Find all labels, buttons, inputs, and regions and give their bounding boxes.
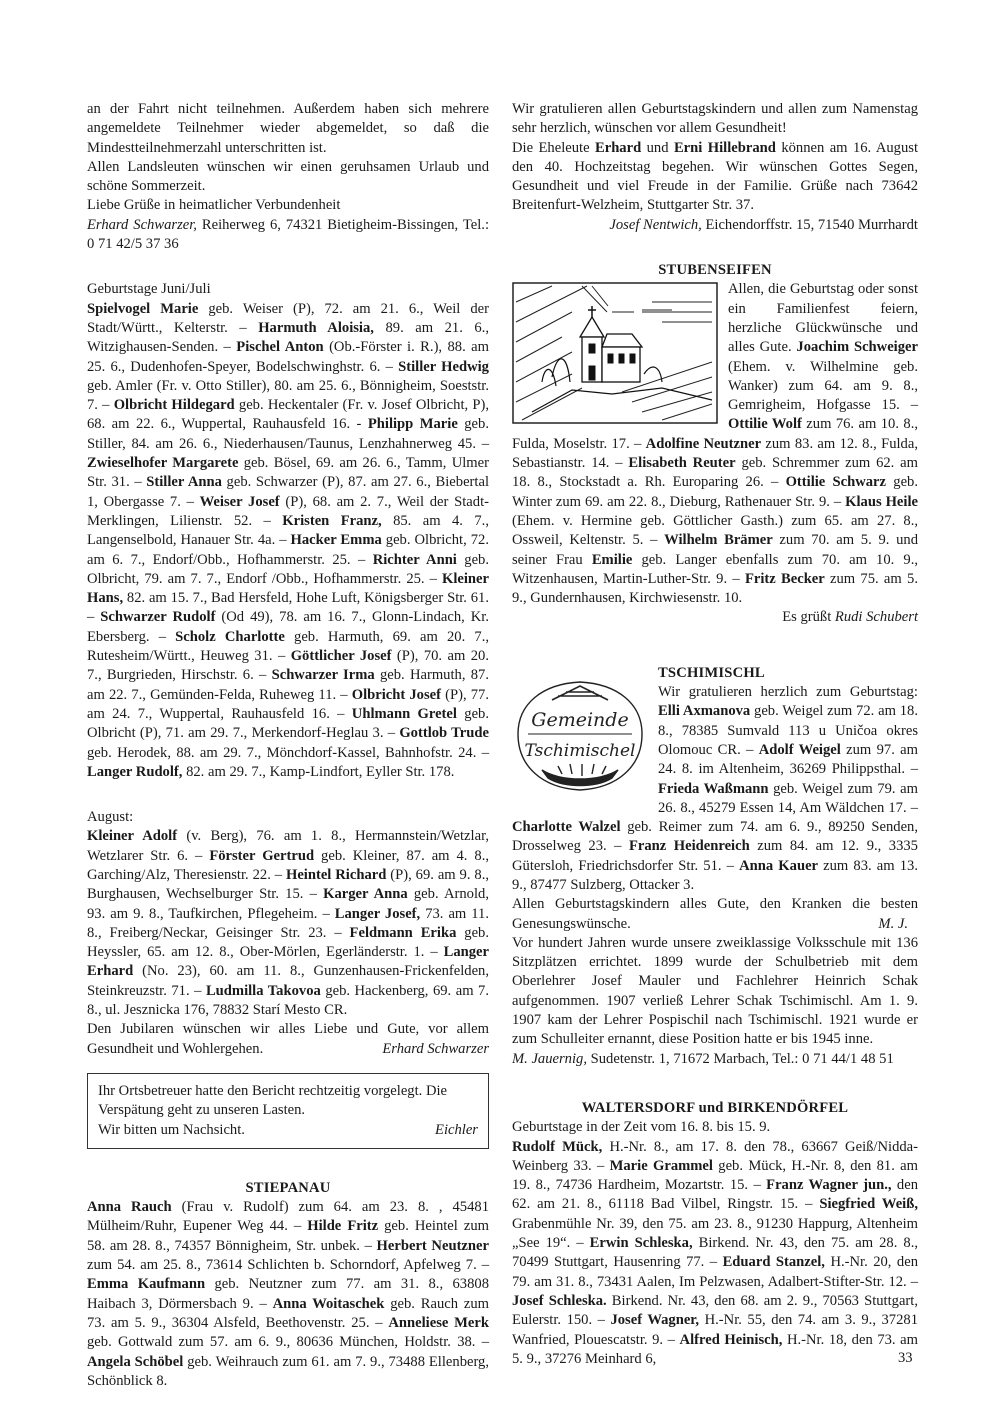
person-name: Josef Schleska. — [512, 1292, 607, 1309]
greets-name: Rudi Schubert — [834, 609, 918, 626]
entry-text: Birkend. Nr. 43, den 75. am 28. 8., 70499 Stuttgart, Hausenring 77. – — [512, 1235, 918, 1271]
person-name: Frieda Waßmann — [658, 780, 769, 797]
entry-text: geb. Reimer zum 74. am 6. 9., 89250 Senden, Drosselweg 23. – — [512, 819, 918, 855]
notice-footer — [98, 1121, 478, 1140]
entry-text: geb. Weigel zum 79. am 26. 8., 45279 Essen 14, Am Wäldchen 17. – — [658, 780, 918, 816]
birthdays-heading: Geburtstage Juni/Juli — [87, 281, 211, 298]
tschimischl-wish — [512, 895, 918, 934]
person-name: Zwieselhofer Margarete — [87, 455, 239, 472]
entry-text: H.-Nr. 55, den 74. am 3. 9., 37281 Wanfried, Plouescatstr. 9. – — [512, 1312, 918, 1348]
entry-text: (P), 68. am 2. 7., Weil der Stadt-Merklingen, Lilienstr. 52. – — [87, 493, 489, 529]
page-number: 33 — [898, 1350, 913, 1366]
person-name: Kleiner Hans, — [87, 570, 489, 607]
person-name: Anna Rauch — [87, 1199, 172, 1216]
entry-text: zum 84. am 12. 9., 3335 Gütersloh, Friedrichsdorfer Str. 51. – — [512, 838, 918, 874]
person-name: Emma Kaufmann — [87, 1276, 206, 1293]
entry-text: Grabenmühle Nr. 39, den 75. am 23. 8., 91230 Happurg, Altenheim „See 19“. – — [512, 1215, 918, 1252]
entry-text: (No. 23), 60. am 11. 8., Gunzenhausen-Frickenfelden, Steinkreuzstr. 71. – — [87, 963, 489, 999]
entry-text: zum 75. am 5. 9., Gundernhausen, Kirchwiesenstr. 10. — [512, 570, 918, 607]
person-name: Franz Wagner jun., — [766, 1177, 892, 1194]
person-name: Charlotte Walzel — [512, 819, 621, 836]
entry-text: geb. Amler (Fr. v. Otto Stiller), 80. am 25. 6., Bönnigheim, Soeststr. 7. – — [87, 377, 489, 414]
entry-text: (P), 70. am 20. 7., Burgrieden, Hirschstr. 6. – — [87, 648, 489, 684]
signature-name: Josef Nentwich, — [609, 216, 702, 233]
entry-text: geb. Mück, H.-Nr. 8, den 81. am 19. 8., 74736 Hardheim, Mozartstr. 15. – — [512, 1157, 918, 1194]
entry-text: Wir gratulieren herzlich zum Geburtstag: — [658, 684, 918, 701]
waltersdorf-intro: Geburtstage in der Zeit vom 16. 8. bis 15. 9. — [512, 1119, 771, 1136]
greeting-paragraph: Wir gratulieren allen Geburtstagskindern und allen zum Namenstag sehr herzlich, wünschen vor allem Gesundheit! — [512, 101, 918, 137]
right-column — [512, 100, 918, 1369]
entry-text: geb. Weigel zum 72. am 18. 8., 78385 Sumvald 113 u Uničoa okres Olomouc CR. – — [658, 703, 918, 758]
entry-text: zum 97. am 24. 8. im Altenheim, 36269 Philippsthal. – — [658, 741, 918, 778]
entry-text: Allen, die Geburtstag oder sonst ein Familienfest feiern, herzliche Glückwünsche und alles Gute. — [728, 281, 918, 356]
person-name: Schwarzer Rudolf — [100, 609, 216, 626]
seal-word-tschimischel: Tschimischel — [524, 740, 636, 761]
greets-prefix: Es grüßt — [782, 609, 835, 626]
anniversary-paragraph — [512, 139, 918, 216]
person-name: Erni Hillebrand — [673, 139, 776, 156]
entry-text: geb. Rauch zum 73. am 5. 9., 36304 Alsfeld, Beethovenstr. 25. – — [87, 1295, 490, 1331]
notice-box — [87, 1073, 489, 1149]
person-name: Ottilie Wolf — [728, 416, 802, 433]
person-name: Anna Woitaschek — [272, 1295, 385, 1312]
entry-text: geb. Harmuth, 69. am 20. 7., Rutesheim/Württ., Heuweg 31. – — [87, 628, 489, 665]
person-name: Emilie — [591, 551, 633, 568]
person-name: Adolf Weigel — [758, 741, 841, 758]
intro-paragraph: an der Fahrt nicht teilnehmen. Außerdem haben sich mehrere angemeldete Teilnehmer wieder abgemeldet, so daß die Mindestteilnehmerzahl unterschritten ist. — [87, 101, 489, 156]
person-name: Rudolf Mück, — [512, 1138, 603, 1155]
person-name: Wilhelm Brämer — [664, 532, 773, 549]
person-name: Erhard — [594, 139, 642, 156]
intro-greeting: Liebe Grüße in heimatlicher Verbundenheit — [87, 197, 341, 214]
closing-text: Den Jubilaren wünschen wir alles Liebe und Gute, vor allem Gesundheit und Wohlergehen. — [87, 1021, 489, 1057]
person-name: Karger Anna — [323, 886, 408, 903]
entry-text: geb. Stiller, 84. am 26. 6., Niederhausen/Taunus, Lenzhahnerweg 45. – — [87, 416, 489, 452]
person-name: Eduard Stanzel, — [722, 1254, 825, 1271]
entry-text: 82. am 29. 7., Kamp-Lindfort, Eyller Str. 178. — [182, 763, 455, 780]
person-name: Josef Wagner, — [610, 1312, 700, 1329]
notice-text: Ihr Ortsbetreuer hatte den Bericht rechtzeitig vorgelegt. Die Verspätung geht zu unseren Lasten. — [98, 1082, 448, 1119]
entry-text: geb. Arnold, 93. am 9. 8., Taufkirchen, Pflegeheim. – — [87, 886, 489, 922]
history-address: Sudetenstr. 1, 71672 Marbach, Tel.: 0 71 44/1 48 51 — [586, 1050, 894, 1067]
entry-text: geb. Harmuth, 87. am 22. 7., Gemünden-Felda, Ruheweg 11. – — [87, 667, 489, 703]
birthdays-june-july — [87, 300, 489, 782]
notice-apology: Wir bitten um Nachsicht. — [98, 1121, 245, 1138]
entry-text: H.-Nr. 18, den 73. am 5. 9., 37276 Meinhard 6, — [512, 1331, 918, 1367]
person-name: Harmuth Aloisia, — [258, 319, 374, 336]
entry-text: geb. Herodek, 88. am 29. 7., Mönchdorf-Kassel, Bahnhofstr. 24. – — [87, 744, 489, 761]
notice-signature: Eichler — [435, 1121, 478, 1138]
school-history: Vor hundert Jahren wurde unsere zweiklassige Volksschule mit 136 Sitzplätzen errichtet. 1899 wurde der Schulbetrieb mit dem Oberlehrer Josef Mauler und Fachlehrer Heinrich Schak aufgenommen. 1907 verließ Lehrer Schak Tschimischl. Am 1. 9. 1907 kam der Lehrer Pospischil nach Tschimischl. 1921 wurde er zum Schulleiter ernannt, diese Position hatte er bis 1945 inne. — [512, 934, 918, 1048]
person-name: Erwin Schleska, — [589, 1235, 693, 1252]
entry-text: zum 54. am 25. 8., 73614 Schlichten b. Schorndorf, Apfelweg 7. – — [87, 1257, 489, 1274]
birthdays-august — [87, 827, 489, 1020]
entry-text: Birkend. Nr. 43, den 68. am 2. 9., 70563 Stuttgart, Eulerstr. 150. – — [512, 1292, 918, 1329]
person-name: Ottilie Schwarz — [785, 474, 887, 491]
community-seal-image — [512, 670, 648, 798]
entry-text: (v. Berg), 76. am 1. 8., Hermannstein/Wetzlar, Wetzlarer Str. 6. – — [87, 828, 489, 864]
person-name: Kleiner Adolf — [87, 828, 178, 845]
person-name: Siegfried Weiß, — [819, 1196, 918, 1213]
stiepanau-birthdays — [87, 1198, 489, 1391]
person-name: Langer Erhard — [87, 944, 489, 980]
person-name: Stiller Hedwig — [398, 358, 489, 375]
entry-text: (P), 77. am 24. 7., Wuppertal, Rauhausfeld 16. – — [87, 686, 489, 722]
person-name: Fritz Becker — [744, 570, 825, 587]
waltersdorf-birthdays — [512, 1138, 918, 1370]
greeting-signature — [512, 216, 918, 235]
entry-text: geb. Schremmer zum 62. am 18. 8., Stockstadt a. Rh. Europaring 26. – — [512, 455, 918, 491]
person-name: Adolfine Neutzner — [645, 435, 762, 452]
entry-text: zum 83. am 13. 9., 87477 Sulzberg, Ottacker 3. — [512, 857, 918, 893]
entry-text: (Ehem. v. Hermine geb. Göttlicher Gasth.) zum 65. am 27. 8., Ossweil, Keltenstr. 5. – — [512, 512, 918, 549]
person-name: Feldmann Erika — [349, 924, 457, 941]
person-name: Stiller Anna — [146, 474, 222, 491]
person-name: Richter Anni — [372, 551, 457, 568]
person-name: Pischel Anton — [236, 339, 324, 356]
person-name: Olbricht Hildegard — [113, 397, 235, 414]
entry-text: geb. Olbricht, 72. am 6. 7., Endorf/Obb., Hofhammerstr. 25. – — [87, 532, 489, 568]
person-name: Langer Josef, — [334, 905, 421, 922]
person-name: Alfred Heinisch, — [679, 1331, 783, 1348]
person-name: Marie Grammel — [609, 1157, 713, 1174]
person-name: Kristen Franz, — [282, 512, 382, 529]
left-column — [87, 100, 489, 1391]
tschimischl-section — [512, 664, 918, 896]
entry-text: geb. Olbricht, 79. am 7. 7., Endorf /Obb., Hofhammerstr. 25. – — [87, 551, 489, 587]
person-name: Langer Rudolf, — [87, 763, 183, 780]
entry-text: können am 16. August den 40. Hochzeitstag begehen. Wir wünschen Gottes Segen, Gesundheit und viel Freude in der Familie. Grüße nach 73642 Breitenfurt-Welzheim, Stuttgarter Str. 37. — [512, 139, 918, 214]
wish-text: Allen Geburtstagskindern alles Gute, den Kranken die besten Genesungswünsche. — [512, 896, 918, 932]
entry-text: (Frau v. Rudolf) zum 64. am 23. 8. , 45481 Mülheim/Ruhr, Eupener Weg 44. – — [87, 1199, 489, 1235]
entry-text: (P), 69. am 9. 8., Burghausen, Wechselburger Str. 15. – — [87, 866, 490, 903]
entry-text: 82. am 15. 7., Bad Hersfeld, Hohe Luft, Königsberger Str. 61. – — [87, 590, 489, 626]
august-heading: August: — [87, 809, 134, 826]
history-signature — [512, 1050, 918, 1069]
stiepanau-heading: STIEPANAU — [245, 1179, 331, 1196]
entry-text: geb. Heyssler, 65. am 12. 8., Ober-Mörlen, Egerländerstr. 1. – — [87, 924, 489, 961]
person-name: Franz Heidenreich — [628, 838, 750, 855]
person-name: Gottlob Trude — [399, 725, 489, 742]
entry-text: geb. Weiser (P), 72. am 21. 6., Weil der Stadt/Württ., Kelterstr. – — [87, 300, 489, 336]
person-name: Joachim Schweiger — [796, 339, 918, 356]
entry-text: geb. Schwarzer (P), 87. am 27. 6., Biebertal 1, Obergasse 7. – — [87, 474, 489, 510]
entry-text: geb. Gottwald zum 57. am 6. 9., 80636 München, Holdstr. 38. – — [87, 1334, 489, 1351]
signature-address: Eichendorffstr. 15, 71540 Murrhardt — [701, 216, 918, 233]
person-name: Anna Kauer — [739, 857, 819, 874]
entry-text: geb. Kleiner, 87. am 4. 8., Garching/Alz, Theresienstr. 22. – — [87, 847, 489, 883]
entry-text: geb. Weihrauch zum 61. am 7. 9., 73488 Ellenberg, Schönblick 8. — [87, 1353, 490, 1389]
entry-text: geb. Bösel, 69. am 26. 6., Tamm, Ulmer Str. 31. – — [87, 455, 489, 491]
person-name: Spielvogel Marie — [87, 300, 199, 317]
stubenseifen-heading: STUBENSEIFEN — [658, 262, 772, 279]
entry-text: 85. am 4. 7., Langenselbold, Hanauer Str. 4a. – — [87, 512, 489, 549]
closing-signature: Erhard Schwarzer — [382, 1040, 489, 1057]
history-author: M. Jauernig, — [512, 1050, 587, 1067]
person-name: Scholz Charlotte — [175, 628, 285, 645]
person-name: Hacker Emma — [290, 532, 382, 549]
entry-text: geb. Winter zum 69. am 22. 8., Dieburg, Rathenauer Str. 9. – — [512, 474, 918, 510]
entry-text: geb. Langer ebenfalls zum 70. am 10. 9., Witzenhausen, Martin-Luther-Str. 9. – — [512, 551, 918, 587]
person-name: Hilde Fritz — [307, 1218, 379, 1235]
person-name: Olbricht Josef — [351, 686, 441, 703]
person-name: Göttlicher Josef — [290, 648, 392, 665]
entry-text: 89. am 21. 6., Witzighausen-Senden. – — [87, 319, 489, 356]
person-name: Elli Axmanova — [658, 703, 751, 720]
entry-text: (Od 49), 78. am 16. 7., Glonn-Lindach, Kr. Ebersberg. – — [87, 609, 489, 645]
entry-text: (Ob.-Förster i. R.), 88. am 25. 6., Dudenhofen-Speyer, Bodelschwinghstr. 6. – — [87, 339, 490, 375]
stubenseifen-section — [512, 280, 918, 626]
wish-signature: M. J. — [878, 915, 908, 932]
entry-text: geb. Olbricht (P), 71. am 29. 7., Merkendorf-Heglau 3. – — [87, 705, 489, 742]
entry-text: zum 70. am 5. 9. und seiner Frau — [512, 532, 918, 568]
person-name: Förster Gertrud — [209, 847, 315, 864]
entry-text: H.-Nr. 8., am 17. 8. den 78., 63667 Geiß/Nidda-Weinberg 33. – — [512, 1138, 918, 1174]
person-name: Uhlmann Gretel — [351, 705, 457, 722]
seal-word-gemeinde: Gemeinde — [531, 708, 629, 731]
person-name: Ludmilla Takovoa — [205, 982, 321, 999]
person-name: Herbert Neutzner — [376, 1237, 489, 1254]
entry-text: geb. Heintel zum 58. am 28. 8., 74357 Bönnigheim, Str. unbek. – — [87, 1218, 489, 1254]
intro-wish: Allen Landsleuten wünschen wir einen geruhsamen Urlaub und schöne Sommerzeit. — [87, 158, 489, 195]
person-name: Klaus Heile — [845, 493, 918, 510]
entry-text: den 62. am 21. 8., 61118 Bad Vilbel, Ringstr. 15. – — [512, 1177, 918, 1213]
person-name: Weiser Josef — [199, 493, 280, 510]
entry-text: (Ehem. v. Wilhelmine geb. Wanker) zum 64. am 9. 8., Gemrigheim, Hofgasse 15. – — [728, 358, 918, 414]
person-name: Heintel Richard — [285, 866, 387, 883]
person-name: Anneliese Merk — [388, 1314, 489, 1331]
author-address: Reiherweg 6, 74321 Bietigheim-Bissingen, Tel.: 0 71 42/5 37 36 — [87, 216, 489, 253]
author-name: Erhard Schwarzer, — [87, 216, 197, 233]
entry-text: 73. am 11. 8., Freiberg/Neckar, Geisinger Str. 23. – — [87, 905, 489, 941]
entry-text: zum 83. am 12. 8., Fulda, Sebastianstr. 14. – — [512, 435, 918, 472]
entry-text: geb. Heckentaler (Fr. v. Josef Olbricht, P), 68. am 22. 6., Wuppertal, Rauhausfeld 16. - — [87, 397, 489, 433]
entry-text: geb. Hackenberg, 69. am 7. 8., ul. Jesznicka 176, 78832 Starí Mesto CR. — [87, 982, 490, 1019]
intro-signature — [87, 216, 489, 255]
entry-text: geb. Neutzner zum 77. am 31. 8., 63808 Haibach 3, Dörmersbach 9. – — [87, 1276, 489, 1312]
person-name: Schwarzer Irma — [271, 667, 375, 684]
waltersdorf-heading: WALTERSDORF und BIRKENDÖRFEL — [581, 1099, 849, 1116]
entry-text: zum 76. am 10. 8., Fulda, Moselstr. 17. – — [512, 416, 918, 452]
entry-text: H.-Nr. 20, den 79. am 31. 8., 73431 Aalen, Im Pelzwasen, Adalbert-Stifter-Str. 12. – — [512, 1254, 918, 1290]
entry-text: Die Eheleute — [512, 139, 595, 156]
church-sketch-image — [512, 282, 718, 424]
tschimischl-heading: TSCHIMISCHL — [658, 664, 765, 681]
person-name: Elisabeth Reuter — [628, 455, 736, 472]
person-name: Angela Schöbel — [87, 1353, 184, 1370]
entry-text: und — [641, 139, 674, 156]
person-name: Philipp Marie — [367, 416, 458, 433]
closing-paragraph — [87, 1020, 489, 1059]
